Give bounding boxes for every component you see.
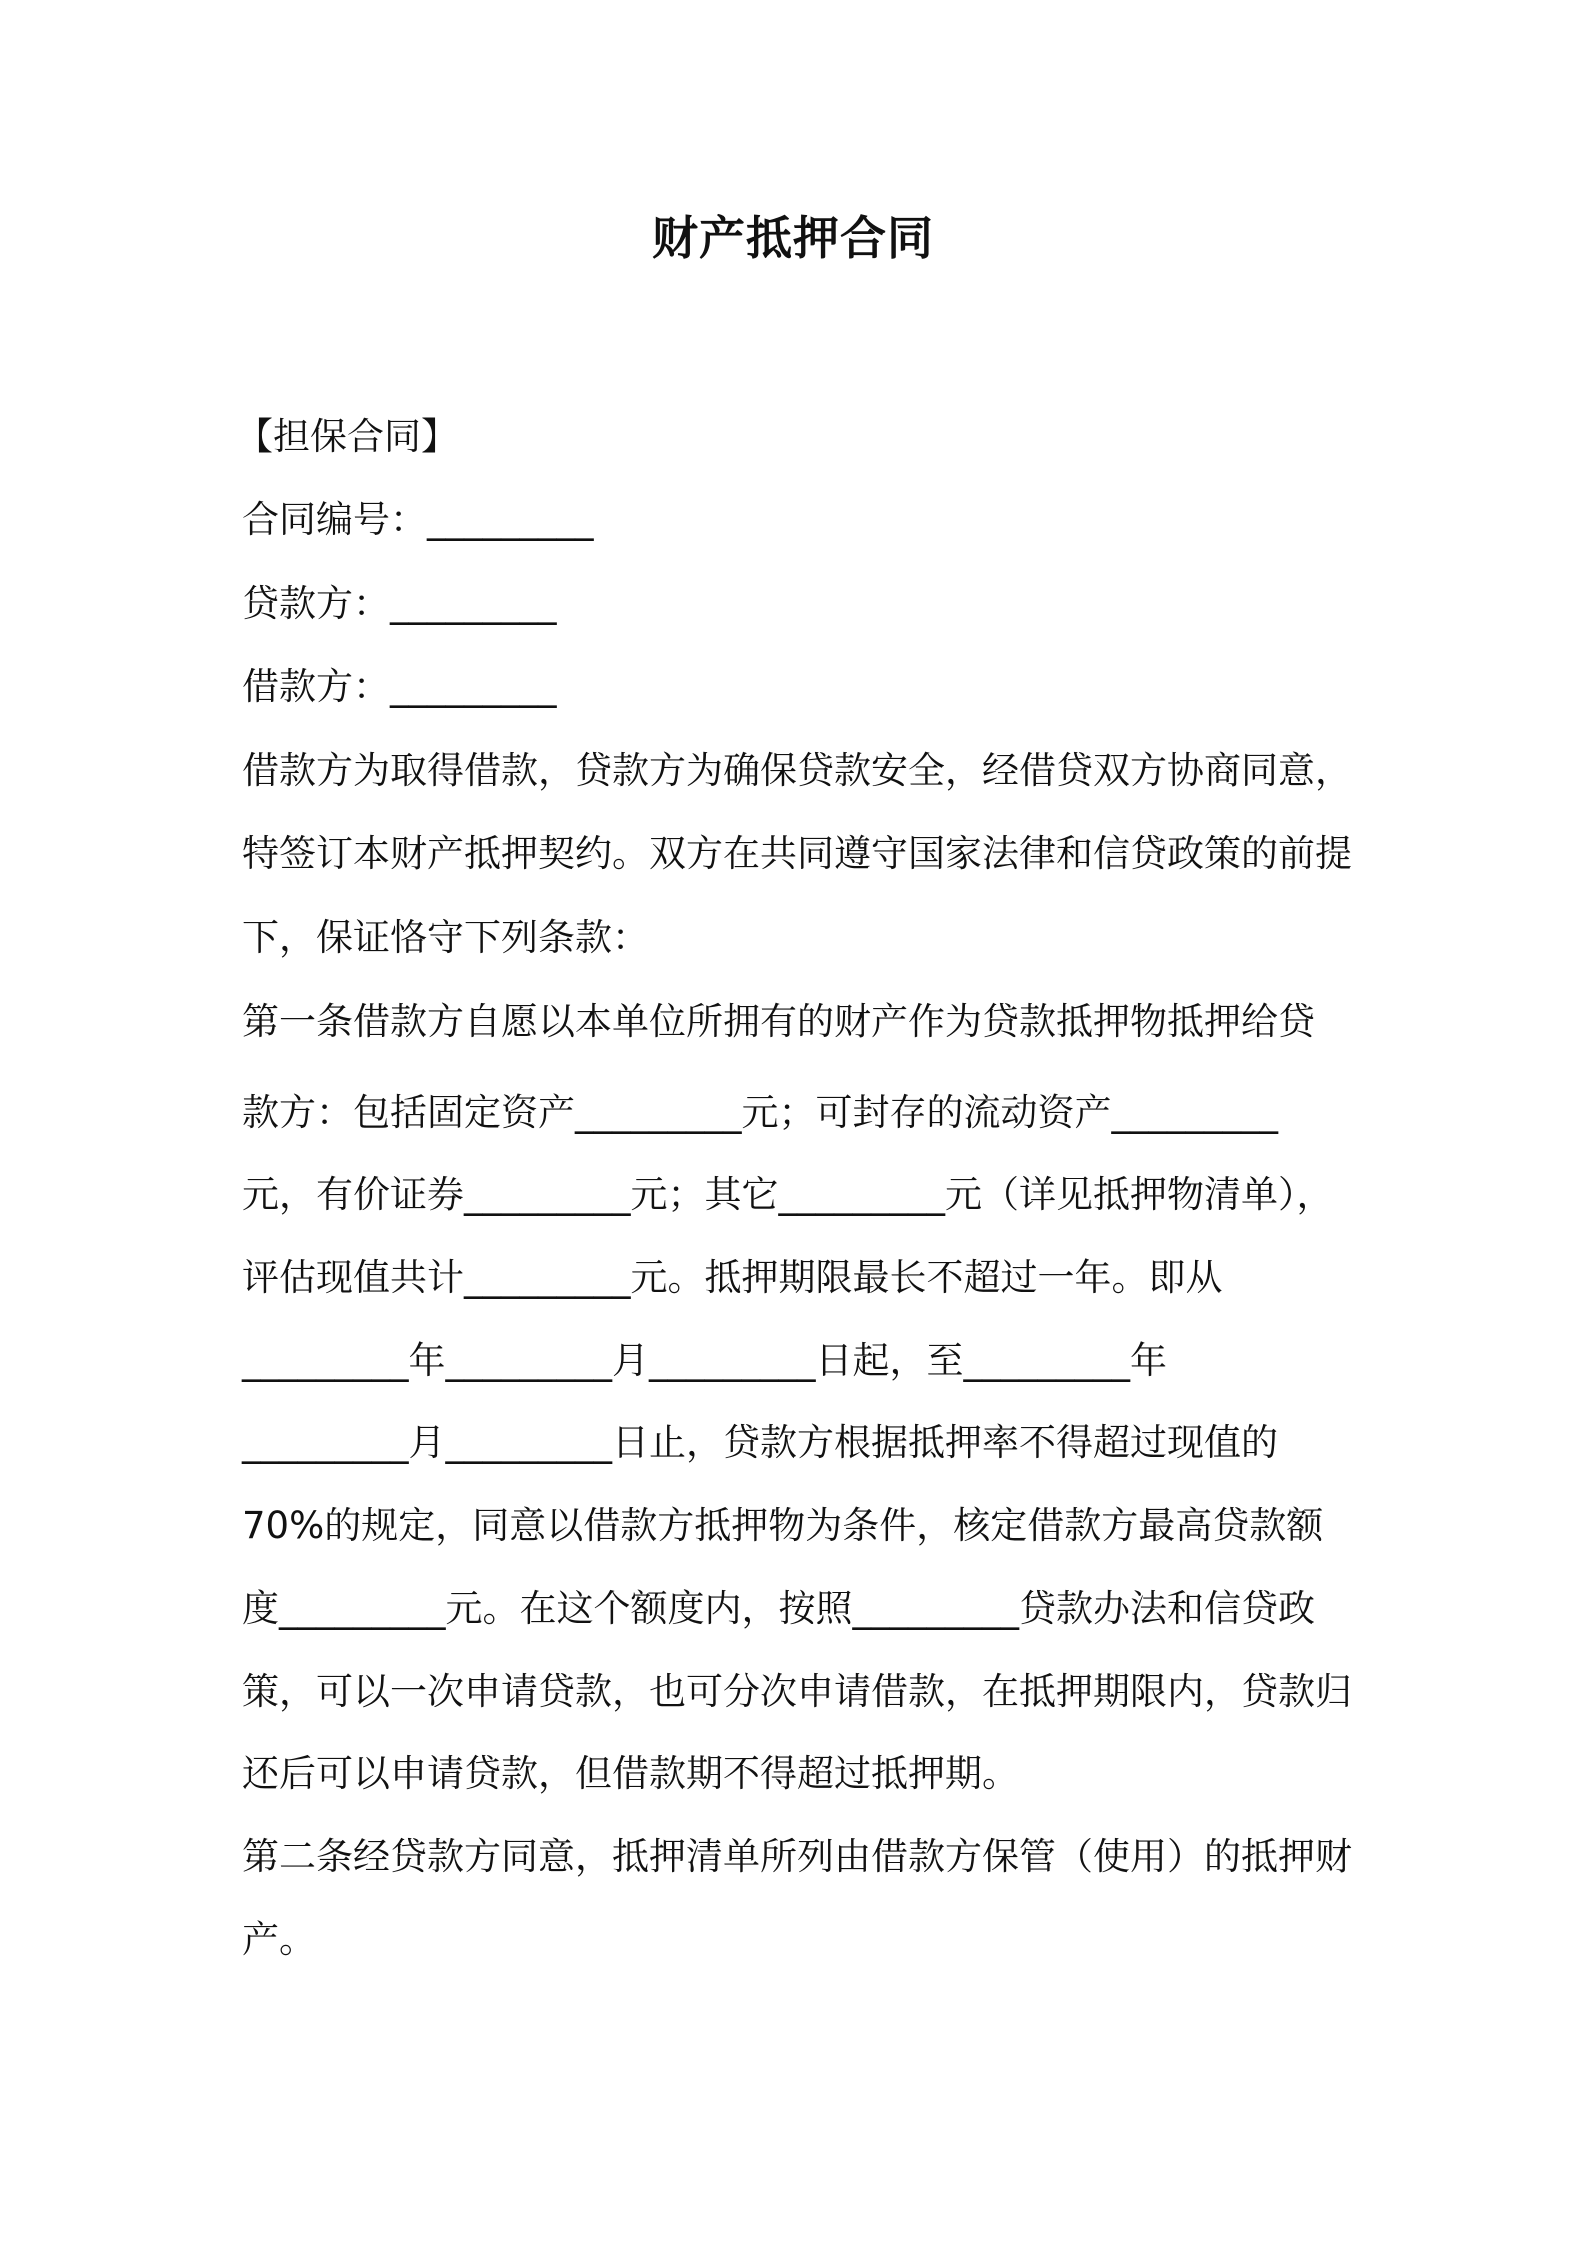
lender-field: 贷款方：_________ bbox=[242, 582, 557, 625]
article-line: 款方：包括固定资产_________元；可封存的流动资产_________ bbox=[242, 1091, 1278, 1134]
article-line: 度_________元。在这个额度内，按照_________贷款办法和信贷政 bbox=[242, 1587, 1315, 1630]
article-line: 第二条经贷款方同意，抵押清单所列由借款方保管（使用）的抵押财 bbox=[242, 1835, 1352, 1878]
borrower-field: 借款方：_________ bbox=[242, 665, 557, 708]
paragraph-line: 下，保证恪守下列条款： bbox=[242, 916, 649, 959]
article-line: _________年_________月_________日起，至_________年 bbox=[242, 1339, 1167, 1382]
article-line: 策，可以一次申请贷款，也可分次申请借款，在抵押期限内，贷款归 bbox=[242, 1670, 1352, 1713]
article-line: 评估现值共计_________元。抵押期限最长不超过一年。即从 bbox=[242, 1256, 1223, 1299]
article-line: 还后可以申请贷款，但借款期不得超过抵押期。 bbox=[242, 1752, 1019, 1795]
article-line: 第一条借款方自愿以本单位所拥有的财产作为贷款抵押物抵押给贷 bbox=[242, 1000, 1315, 1043]
article-line: 产。 bbox=[242, 1918, 316, 1961]
paragraph-line: 借款方为取得借款，贷款方为确保贷款安全，经借贷双方协商同意， bbox=[242, 749, 1352, 792]
paragraph-line: 特签订本财产抵押契约。双方在共同遵守国家法律和信贷政策的前提 bbox=[242, 832, 1352, 875]
article-line: _________月_________日止，贷款方根据抵押率不得超过现值的 bbox=[242, 1421, 1278, 1464]
article-line: 元，有价证券_________元；其它_________元（详见抵押物清单）， bbox=[242, 1173, 1334, 1216]
article-line: 70%的规定，同意以借款方抵押物为条件，核定借款方最高贷款额 bbox=[242, 1504, 1324, 1547]
document-title: 财产抵押合同 bbox=[652, 211, 934, 265]
contract-number-field: 合同编号：_________ bbox=[242, 498, 594, 541]
section-heading: 【担保合同】 bbox=[236, 415, 458, 458]
